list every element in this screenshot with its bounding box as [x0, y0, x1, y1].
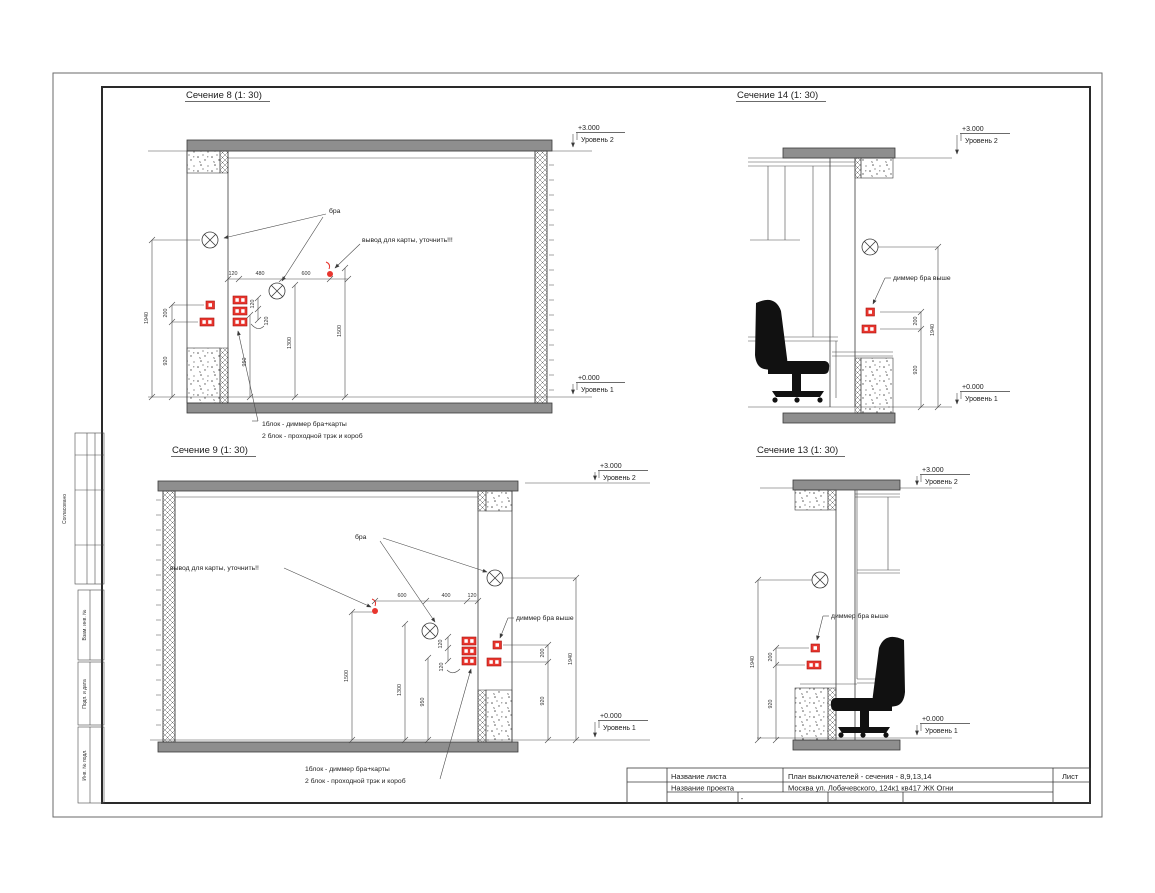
block-note-2: 2 блок - проходной трэк и короб: [262, 433, 363, 440]
dim-1300: 1300: [397, 684, 403, 696]
block-note-1: 1блок - диммер бра+карты: [305, 766, 390, 773]
section-8: [144, 90, 625, 440]
bra-label: бра: [329, 208, 341, 215]
dim-120a: 120: [438, 639, 444, 649]
dim-200: 200: [913, 316, 919, 326]
level2-label: Уровень 2: [965, 138, 998, 145]
sheet-name-value: План выключателей - сечения - 8,9,13,14: [788, 772, 932, 781]
sheet-name-label: Название листа: [671, 772, 727, 781]
dim-200: 200: [540, 648, 546, 658]
sconce-lamp-icon: [202, 232, 218, 248]
sconce-lamp-icon: [269, 283, 285, 299]
section-14-furniture: [748, 300, 838, 403]
level1-value: +0.000: [962, 384, 984, 391]
dim-120: 120: [228, 271, 238, 277]
dim-400: 400: [441, 593, 451, 599]
dim-120b: 120: [439, 662, 445, 672]
level1-label: Уровень 1: [965, 396, 998, 403]
dim-920: 920: [540, 696, 546, 706]
section-14: [736, 90, 1010, 423]
dim-1940: 1940: [930, 324, 936, 336]
level1-label: Уровень 1: [581, 387, 614, 394]
section-13-levels: [917, 467, 970, 735]
level2-value: +3.000: [578, 125, 600, 132]
level1-value: +0.000: [578, 375, 600, 382]
dimmer-note-label: диммер бра выше: [516, 615, 574, 622]
sconce-lamp-icon: [487, 570, 503, 586]
stamp-inventory-label: Инв. № подл.: [82, 749, 88, 781]
level1-value: +0.000: [922, 716, 944, 723]
project-name-label: Название проекта: [671, 783, 735, 793]
level2-value: +3.000: [922, 467, 944, 474]
level1-label: Уровень 1: [925, 728, 958, 735]
level2-label: Уровень 2: [603, 475, 636, 482]
dimmer-note-label: диммер бра выше: [893, 275, 951, 282]
dim-1300: 1300: [287, 337, 293, 349]
dim-1940: 1940: [568, 653, 574, 665]
sheet-column-label: Лист: [1062, 772, 1079, 781]
dim-950: 950: [242, 357, 248, 367]
level1-label: Уровень 1: [603, 725, 636, 732]
dim-920: 920: [913, 365, 919, 375]
project-name-value: Москва ул. Лобачевского, 124к1 кв417 ЖК Огни: [788, 783, 954, 793]
section-8-switches: [200, 296, 247, 326]
dim-1940: 1940: [144, 312, 150, 324]
bra-label: бра: [355, 534, 367, 541]
stamp-sign-date-label: Подп. и дата: [82, 679, 88, 709]
section-8-levels: [573, 125, 625, 394]
dim-920: 920: [163, 356, 169, 366]
section-9-dimensions: [344, 575, 579, 743]
section-9-levels: [595, 463, 648, 737]
section-14-levels: [957, 126, 1010, 404]
card-note-label: вывод для карты, уточнить!!!: [362, 237, 453, 244]
card-note-label: вывод для карты, уточнить!!: [170, 565, 259, 572]
section-8-title: Сечение 8 (1: 30): [186, 90, 262, 101]
stamp-agreed-label: Согласовано: [62, 493, 68, 525]
revision-dash: -: [740, 794, 744, 803]
dim-600: 600: [397, 593, 407, 599]
office-chair: [755, 300, 787, 371]
level2-value: +3.000: [962, 126, 984, 133]
dim-480: 480: [255, 271, 265, 277]
dim-120a: 120: [250, 299, 256, 309]
dim-920: 920: [768, 699, 774, 709]
section-8-dimensions: [144, 237, 351, 400]
section-9-switches: [462, 637, 502, 666]
section-13: [750, 445, 970, 750]
level1-value: +0.000: [600, 713, 622, 720]
section-9: [150, 445, 650, 785]
level2-label: Уровень 2: [581, 137, 614, 144]
section-8-structure: [148, 140, 592, 413]
section-14-title: Сечение 14 (1: 30): [737, 90, 819, 101]
dimmer-note-label: диммер бра выше: [831, 613, 889, 620]
dim-1500: 1500: [344, 670, 350, 682]
section-9-structure: [150, 481, 650, 752]
sconce-lamp-icon: [862, 239, 878, 255]
sconce-lamp-icon: [812, 572, 828, 588]
stamp-column: [62, 433, 104, 803]
office-chair: [873, 637, 905, 708]
dim-950: 950: [420, 697, 426, 707]
section-13-labels: [817, 612, 889, 640]
section-13-title: Сечение 13 (1: 30): [757, 445, 839, 456]
sconce-lamp-icon: [422, 623, 438, 639]
stamp-doc-exchange-label: Взам. инв. №: [82, 609, 88, 641]
section-14-labels: [873, 274, 951, 304]
level2-label: Уровень 2: [925, 479, 958, 486]
section-14-switches: [862, 308, 876, 333]
block-note-2: 2 блок - проходной трэк и короб: [305, 778, 406, 785]
section-13-furniture: [831, 637, 905, 738]
dim-120: 120: [467, 593, 477, 599]
section-14-structure: [748, 148, 952, 423]
dim-120b: 120: [264, 316, 270, 326]
level2-value: +3.000: [600, 463, 622, 470]
section-8-card-outlet: [326, 262, 333, 277]
section-9-title: Сечение 9 (1: 30): [172, 445, 248, 456]
title-block: [627, 768, 1090, 803]
dim-1940: 1940: [750, 656, 756, 668]
dim-600: 600: [301, 271, 311, 277]
block-note-1: 1блок - диммер бра+карты: [262, 421, 347, 428]
dim-200: 200: [163, 308, 169, 318]
dim-1500: 1500: [337, 325, 343, 337]
dim-200: 200: [768, 652, 774, 662]
section-13-switches: [807, 644, 821, 669]
